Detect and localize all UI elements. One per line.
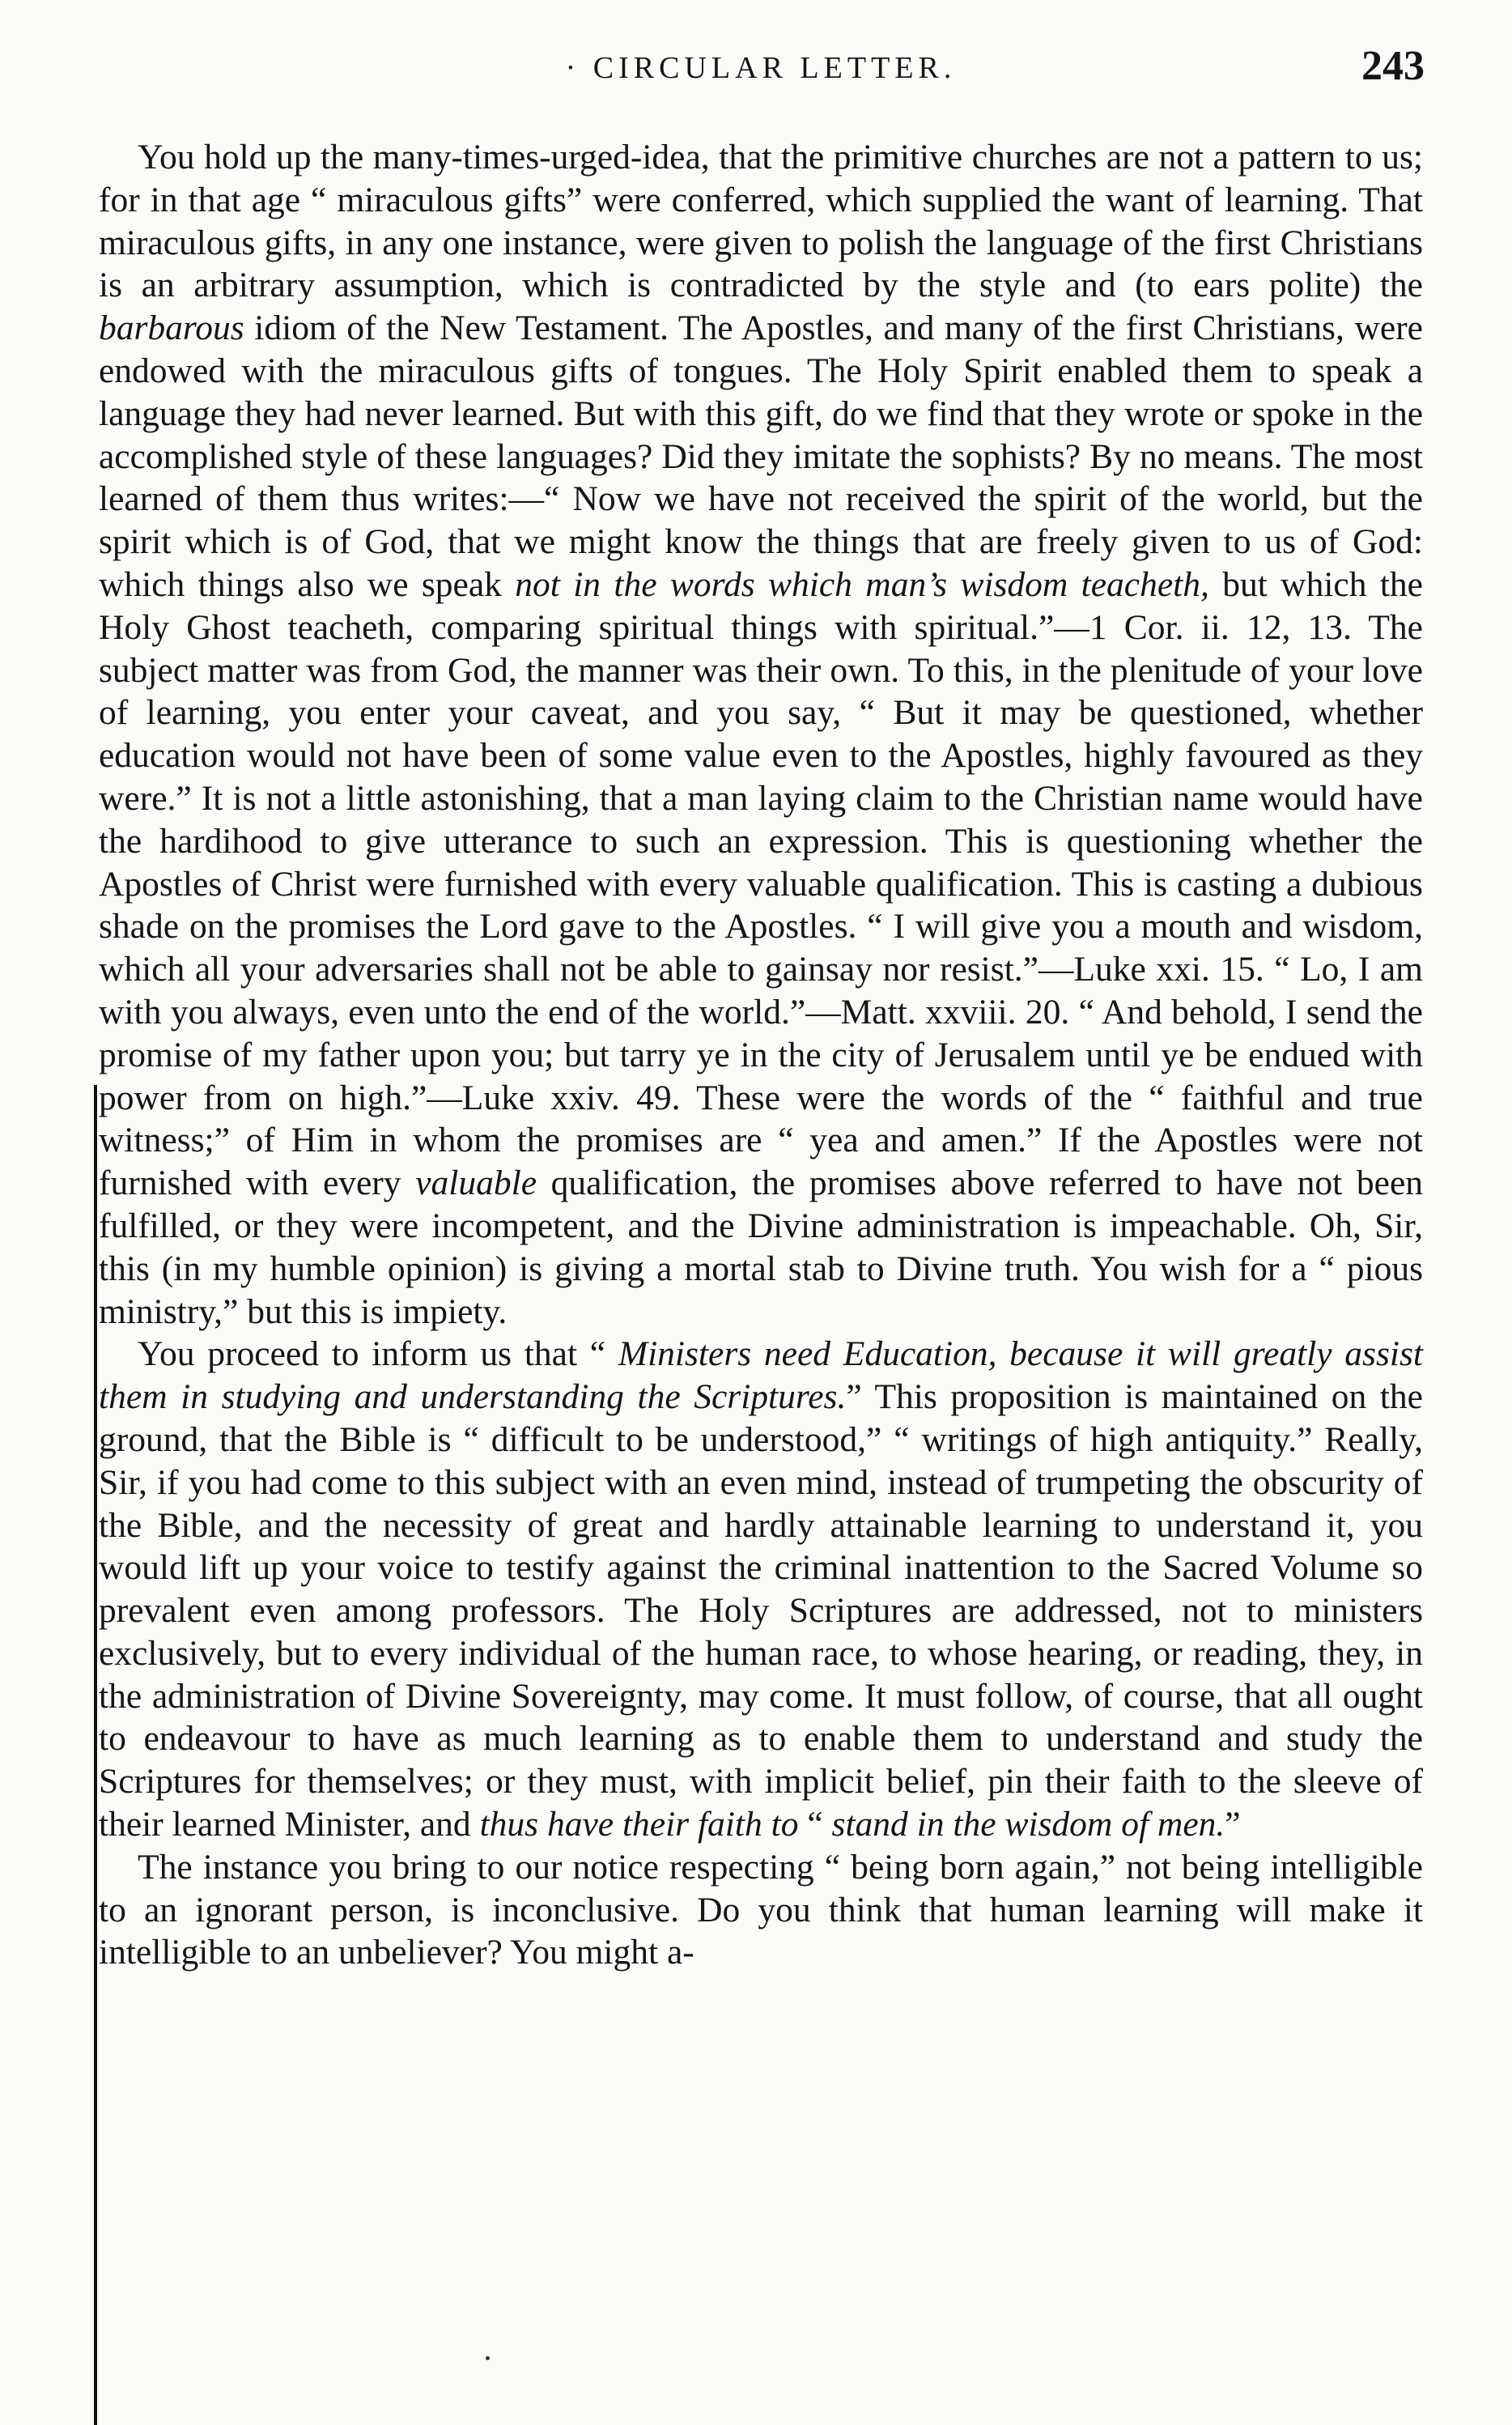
italic-run: stand in the wisdom of men. [831, 1805, 1225, 1844]
paragraph-2 [99, 1333, 1423, 1846]
text-run: “ [798, 1805, 832, 1844]
paragraph-3 [99, 1846, 1423, 1974]
paragraph-1 [99, 136, 1423, 1333]
text-run: You proceed to inform us that “ [138, 1334, 618, 1374]
text-run: ” This proposition is maintained on the ground, that the Bible is “ difficult to be understood,” “ writings of high antiquity.” Really, Sir, if you had come to this subject with an even mind, instead of trumpeting the obscurity of the Bible, and the necessity of great and hardly attainable learning to understand it, you would lift up your voice to testify against the criminal inattention to the Sacred Volume so prevalent even among professors. The Holy Scriptures are addressed, not to ministers exclusively, but to every individual of the human race, to whose hearing, or reading, they, in the administration of Divine Sovereignty, may come. It must follow, of course, that all ought to endeavour to have as much learning as to enable them to understand and study the Scriptures for themselves; or they must, with implicit belief, pin their faith to the sleeve of their learned Minister, and [99, 1377, 1423, 1844]
italic-run: not in the words which man’s wisdom teacheth, [515, 564, 1209, 604]
page-number: 243 [1361, 43, 1425, 89]
text-run: idiom of the New Testament. The Apostles, and many of the first Christians, were endowed with the miraculous gifts of tongues. The Holy Spirit enabled them to speak a language they had never learned. But with this gift, do we find that they wrote or spoke in the accomplished style of these languages? Did they imitate the sophists? By no means. The most learned of them thus writes:—“ Now we have not received the spirit of the world, but the spirit which is of God, that we might know the things that are freely given to us of God: which things also we speak [99, 308, 1423, 604]
body-text [99, 136, 1423, 1974]
text-run: ” [1225, 1805, 1241, 1844]
italic-run: Ministers need Education, because it will greatly assist them in studying and understanding the Scriptures. [99, 1334, 1423, 1417]
text-run: You hold up the many-times-urged-idea, that the primitive churches are not a pattern to us; for in that age “ miraculous gifts” were conferred, which supplied the want of learning. That miraculous gifts, in any one instance, were given to polish the language of the first Christians is an arbitrary assumption, which is contradicted by the style and (to ears polite) the [99, 138, 1423, 305]
ink-speck [486, 2356, 490, 2360]
italic-run: valuable [415, 1164, 537, 1203]
running-title: · CIRCULAR LETTER. [565, 51, 957, 85]
italic-run: thus have their faith to [479, 1805, 799, 1844]
text-run: The instance you bring to our notice respecting “ being born again,” not being intelligible to an ignorant person, is inconclusive. Do you think that human learning will make it intelligible to an unbeliever? You might a- [99, 1847, 1423, 1972]
text-run: qualification, the promises above referred to have not been fulfilled, or they were incompetent, and the Divine administration is impeachable. Oh, Sir, this (in my humble opinion) is giving a mortal stab to Divine truth. You wish for a “ pious ministry,” but this is impiety. [99, 1164, 1424, 1331]
page-header [97, 42, 1425, 99]
text-run: but which the Holy Ghost teacheth, comparing spiritual things with spiritual.”—1 Cor. ii. 12, 13. The subject matter was from God, the manner was their own. To this, in the plenitude of your love of learning, you enter your caveat, and you say, “ But it may be questioned, whether education would not have been of some value even to the Apostles, highly favoured as they were.” It is not a little astonishing, that a man laying claim to the Christian name would have the hardihood to give utterance to such an expression. This is questioning whether the Apostles of Christ were furnished with every valuable qualification. This is casting a dubious shade on the promises the Lord gave to the Apostles. “ I will give you a mouth and wisdom, which all your adversaries shall not be able to gainsay nor resist.”—Luke xxi. 15. “ Lo, I am with you always, even unto the end of the world.”—Matt. xxviii. 20. “ And behold, I send the promise of my father upon you; but tarry ye in the city of Jerusalem until ye be endued with power from on high.”—Luke xxiv. 49. These were the words of the “ faithful and true witness;” of Him in whom the promises are “ yea and amen.” If the Apostles were not furnished with every [99, 564, 1423, 1203]
italic-run: barbarous [99, 308, 244, 348]
binding-edge-line [94, 1085, 97, 2425]
